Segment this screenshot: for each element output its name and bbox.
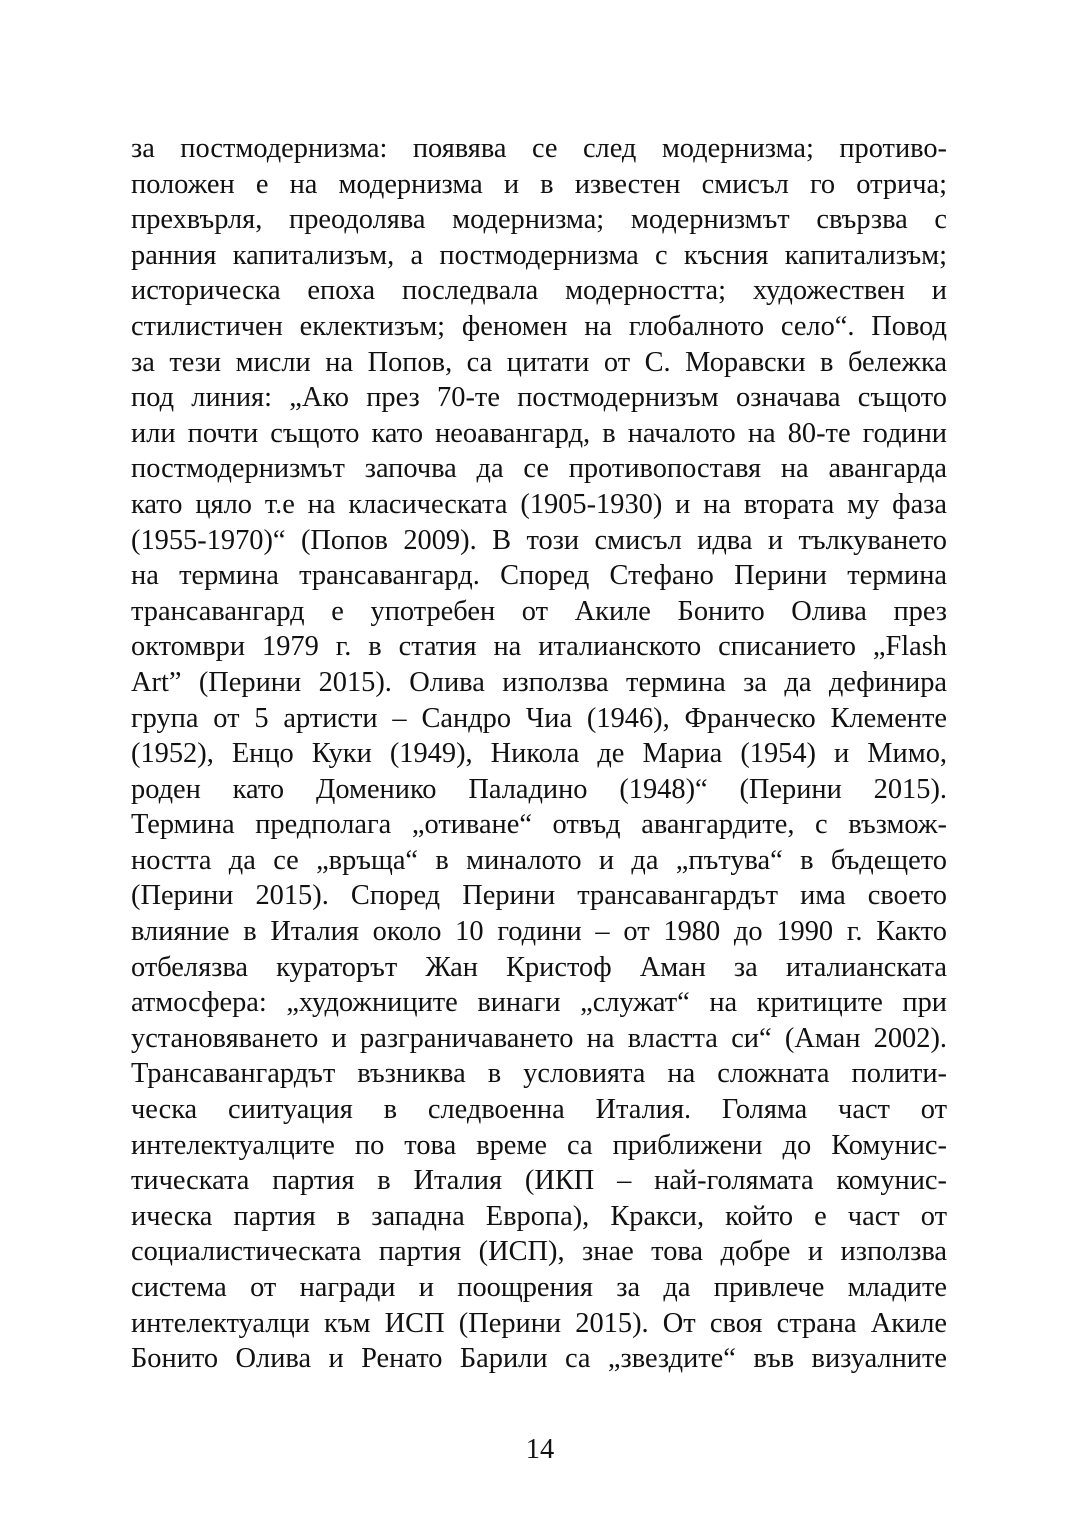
text-line: октомври 1979 г. в статия на италианското списанието „Flash <box>131 631 947 663</box>
text-line: ранния капитализъм, а постмодернизма с късния капитализъм; <box>131 239 947 271</box>
text-line: влияние в Италия около 10 години – от 1980 до 1990 г. Както <box>131 916 947 948</box>
text-line: или почти същото като неоавангард, в началото на 80-те години <box>131 417 947 449</box>
text-line: като цяло т.е на класическата (1905-1930) и на втората му фаза <box>131 488 947 520</box>
text-line: (Перини 2015). Според Перини трансавангардът има своето <box>131 880 947 912</box>
text-line: на термина трансавангард. Според Стефано Перини термина <box>131 560 947 592</box>
text-line: ността да се „връща“ в миналото и да „пътува“ в бъдещето <box>131 844 947 876</box>
text-line: група от 5 артисти – Сандро Чиа (1946), Франческо Клементе <box>131 702 947 734</box>
text-line: отбелязва кураторът Жан Кристоф Аман за италианската <box>131 951 947 983</box>
text-line: за тези мисли на Попов, са цитати от С. Моравски в бележка <box>131 346 947 378</box>
text-line: социалистическата партия (ИСП), знае това добре и използва <box>131 1236 947 1268</box>
text-line: атмосфера: „художниците винаги „служат“ на критиците при <box>131 987 947 1019</box>
text-line: за постмодернизма: появява се след модернизма; противо- <box>131 133 947 164</box>
text-line: Art” (Перини 2015). Олива използва термина за да дефинира <box>131 666 947 698</box>
text-line: под линия: „Ако през 70-те постмодернизъм означава същото <box>131 382 947 414</box>
text-line: Бонито Олива и Ренато Барили са „звездите“ във визуалните <box>131 1343 947 1375</box>
text-line: роден като Доменико Паладино (1948)“ (Перини 2015). <box>131 773 947 805</box>
text-line: ческа сиитуация в следвоенна Италия. Голяма част от <box>131 1094 947 1126</box>
text-line: историческа епоха последвала модерността; художествен и <box>131 275 947 307</box>
text-line: система от награди и поощрения за да привлече младите <box>131 1272 947 1303</box>
page-number: 14 <box>525 1434 555 1465</box>
text-line: стилистичен еклектизъм; феномен на глобалното село“. Повод <box>131 310 947 342</box>
body-text <box>131 131 947 1377</box>
text-line: (1955-1970)“ (Попов 2009). В този смисъл идва и тълкуването <box>131 524 947 556</box>
text-line: установяването и разграничаването на властта си“ (Аман 2002). <box>131 1022 947 1054</box>
text-line: Трансавангардът възниква в условията на сложната полити- <box>131 1058 947 1090</box>
text-line: интелектуалци към ИСП (Перини 2015). От своя страна Акиле <box>131 1307 947 1339</box>
text-line: (1952), Енцо Куки (1949), Никола де Мариа (1954) и Мимо, <box>131 738 947 770</box>
text-line: ическа партия в западна Европа), Кракси, който е част от <box>131 1200 947 1232</box>
text-line: постмодернизмът започва да се противопоставя на авангарда <box>131 453 947 485</box>
text-line: Термина предполага „отиване“ отвъд авангардите, с възмож- <box>131 809 947 841</box>
text-line: интелектуалците по това време са приближени до Комунис- <box>131 1129 947 1161</box>
text-line: тическата партия в Италия (ИКП – най-голямата комунис- <box>131 1165 947 1197</box>
text-line: трансавангард е употребен от Акиле Бонито Олива през <box>131 595 947 627</box>
text-line: положен е на модернизма и в известен смисъл го отрича; <box>131 168 947 200</box>
text-line: прехвърля, преодолява модернизма; модернизмът свързва с <box>131 204 947 236</box>
